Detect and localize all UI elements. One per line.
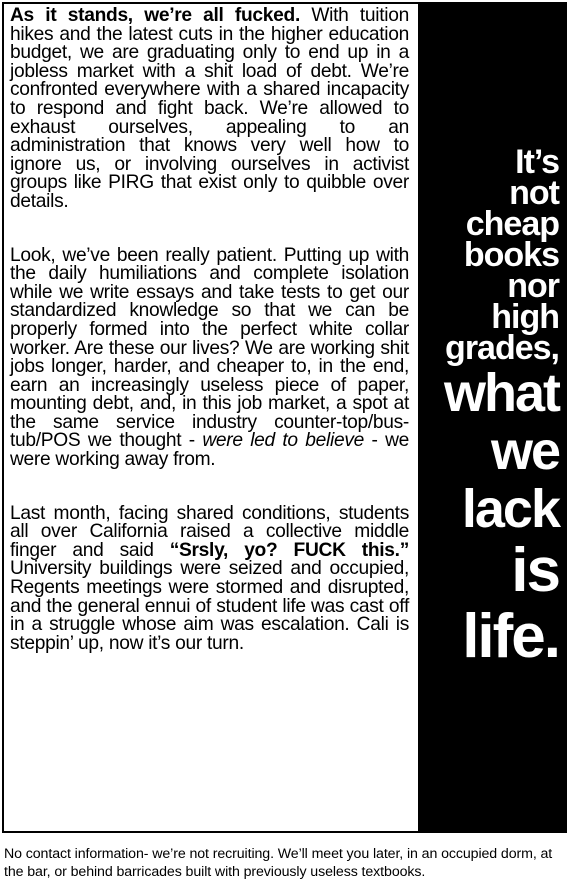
- paragraph-3-quote: “Srsly, yo? FUCK this.”: [169, 539, 409, 561]
- paragraph-3: [10, 502, 409, 654]
- headline-line: It’s: [515, 143, 559, 181]
- headline-line: lack: [461, 479, 559, 539]
- paragraph-3-tail: University buildings were seized and occupied, Regents meetings were stormed and disrupted, and the general ennui of student life was cast off in a struggle whose aim was escalation. Cali is steppin’ up, now it’s our turn.: [10, 558, 409, 654]
- headline-line: books: [463, 236, 559, 274]
- headline-line: life.: [462, 602, 559, 671]
- headline-line: nor: [507, 267, 559, 305]
- paragraph-2-tail: - we were working away from.: [10, 430, 409, 471]
- headline-line: cheap: [465, 205, 559, 243]
- paragraph-2-italic: were led to believe: [202, 430, 364, 452]
- headline-line: not: [509, 174, 559, 212]
- paragraph-2-body: Look, we’ve been really patient. Putting up with the daily humiliations and complete isolation while we write essays and take tests to get our standardized knowledge so that we can be properly formed into the perfect white collar worker. Are these our lives? We are working shit jobs longer, harder, and cheaper to, in the end, earn an increasingly useless piece of paper, mounting debt, and, in this job market, a spot at the same service industry counter-top/bus-tub/POS we thought -: [10, 244, 409, 452]
- paragraph-3-body: Last month, facing shared conditions, students all over California raised a collective middle finger and said: [10, 502, 409, 561]
- headline-line: high: [491, 298, 559, 336]
- footer-note: No contact information- we’re not recruiting. We’ll meet you later, in an occupied dorm, at the bar, or behind barricades built with previously useless textbooks.: [4, 846, 553, 880]
- paragraph-1: [10, 7, 409, 212]
- headline-line: is: [511, 536, 559, 605]
- paragraph-1-body: With tuition hikes and the latest cuts in the higher education budget, we are graduating only to end up in a jobless market with a shit load of debt. We’re confronted everywhere with a shared incapacity to respond and fight back. We’re allowed to exhaust ourselves, appealing to an administration that knows very well how to ignore us, or involving ourselves in activist groups like PIRG that exist only to quibble over details.: [10, 5, 409, 212]
- paragraph-1-lead: As it stands, we’re all fucked.: [10, 5, 300, 26]
- headline-line: we: [490, 421, 559, 481]
- body-column: [4, 4, 414, 831]
- headline: [443, 143, 559, 671]
- paragraph-2: [10, 244, 409, 471]
- headline-line: what: [443, 363, 559, 423]
- headline-panel: [418, 4, 565, 831]
- headline-line: grades,: [445, 329, 559, 367]
